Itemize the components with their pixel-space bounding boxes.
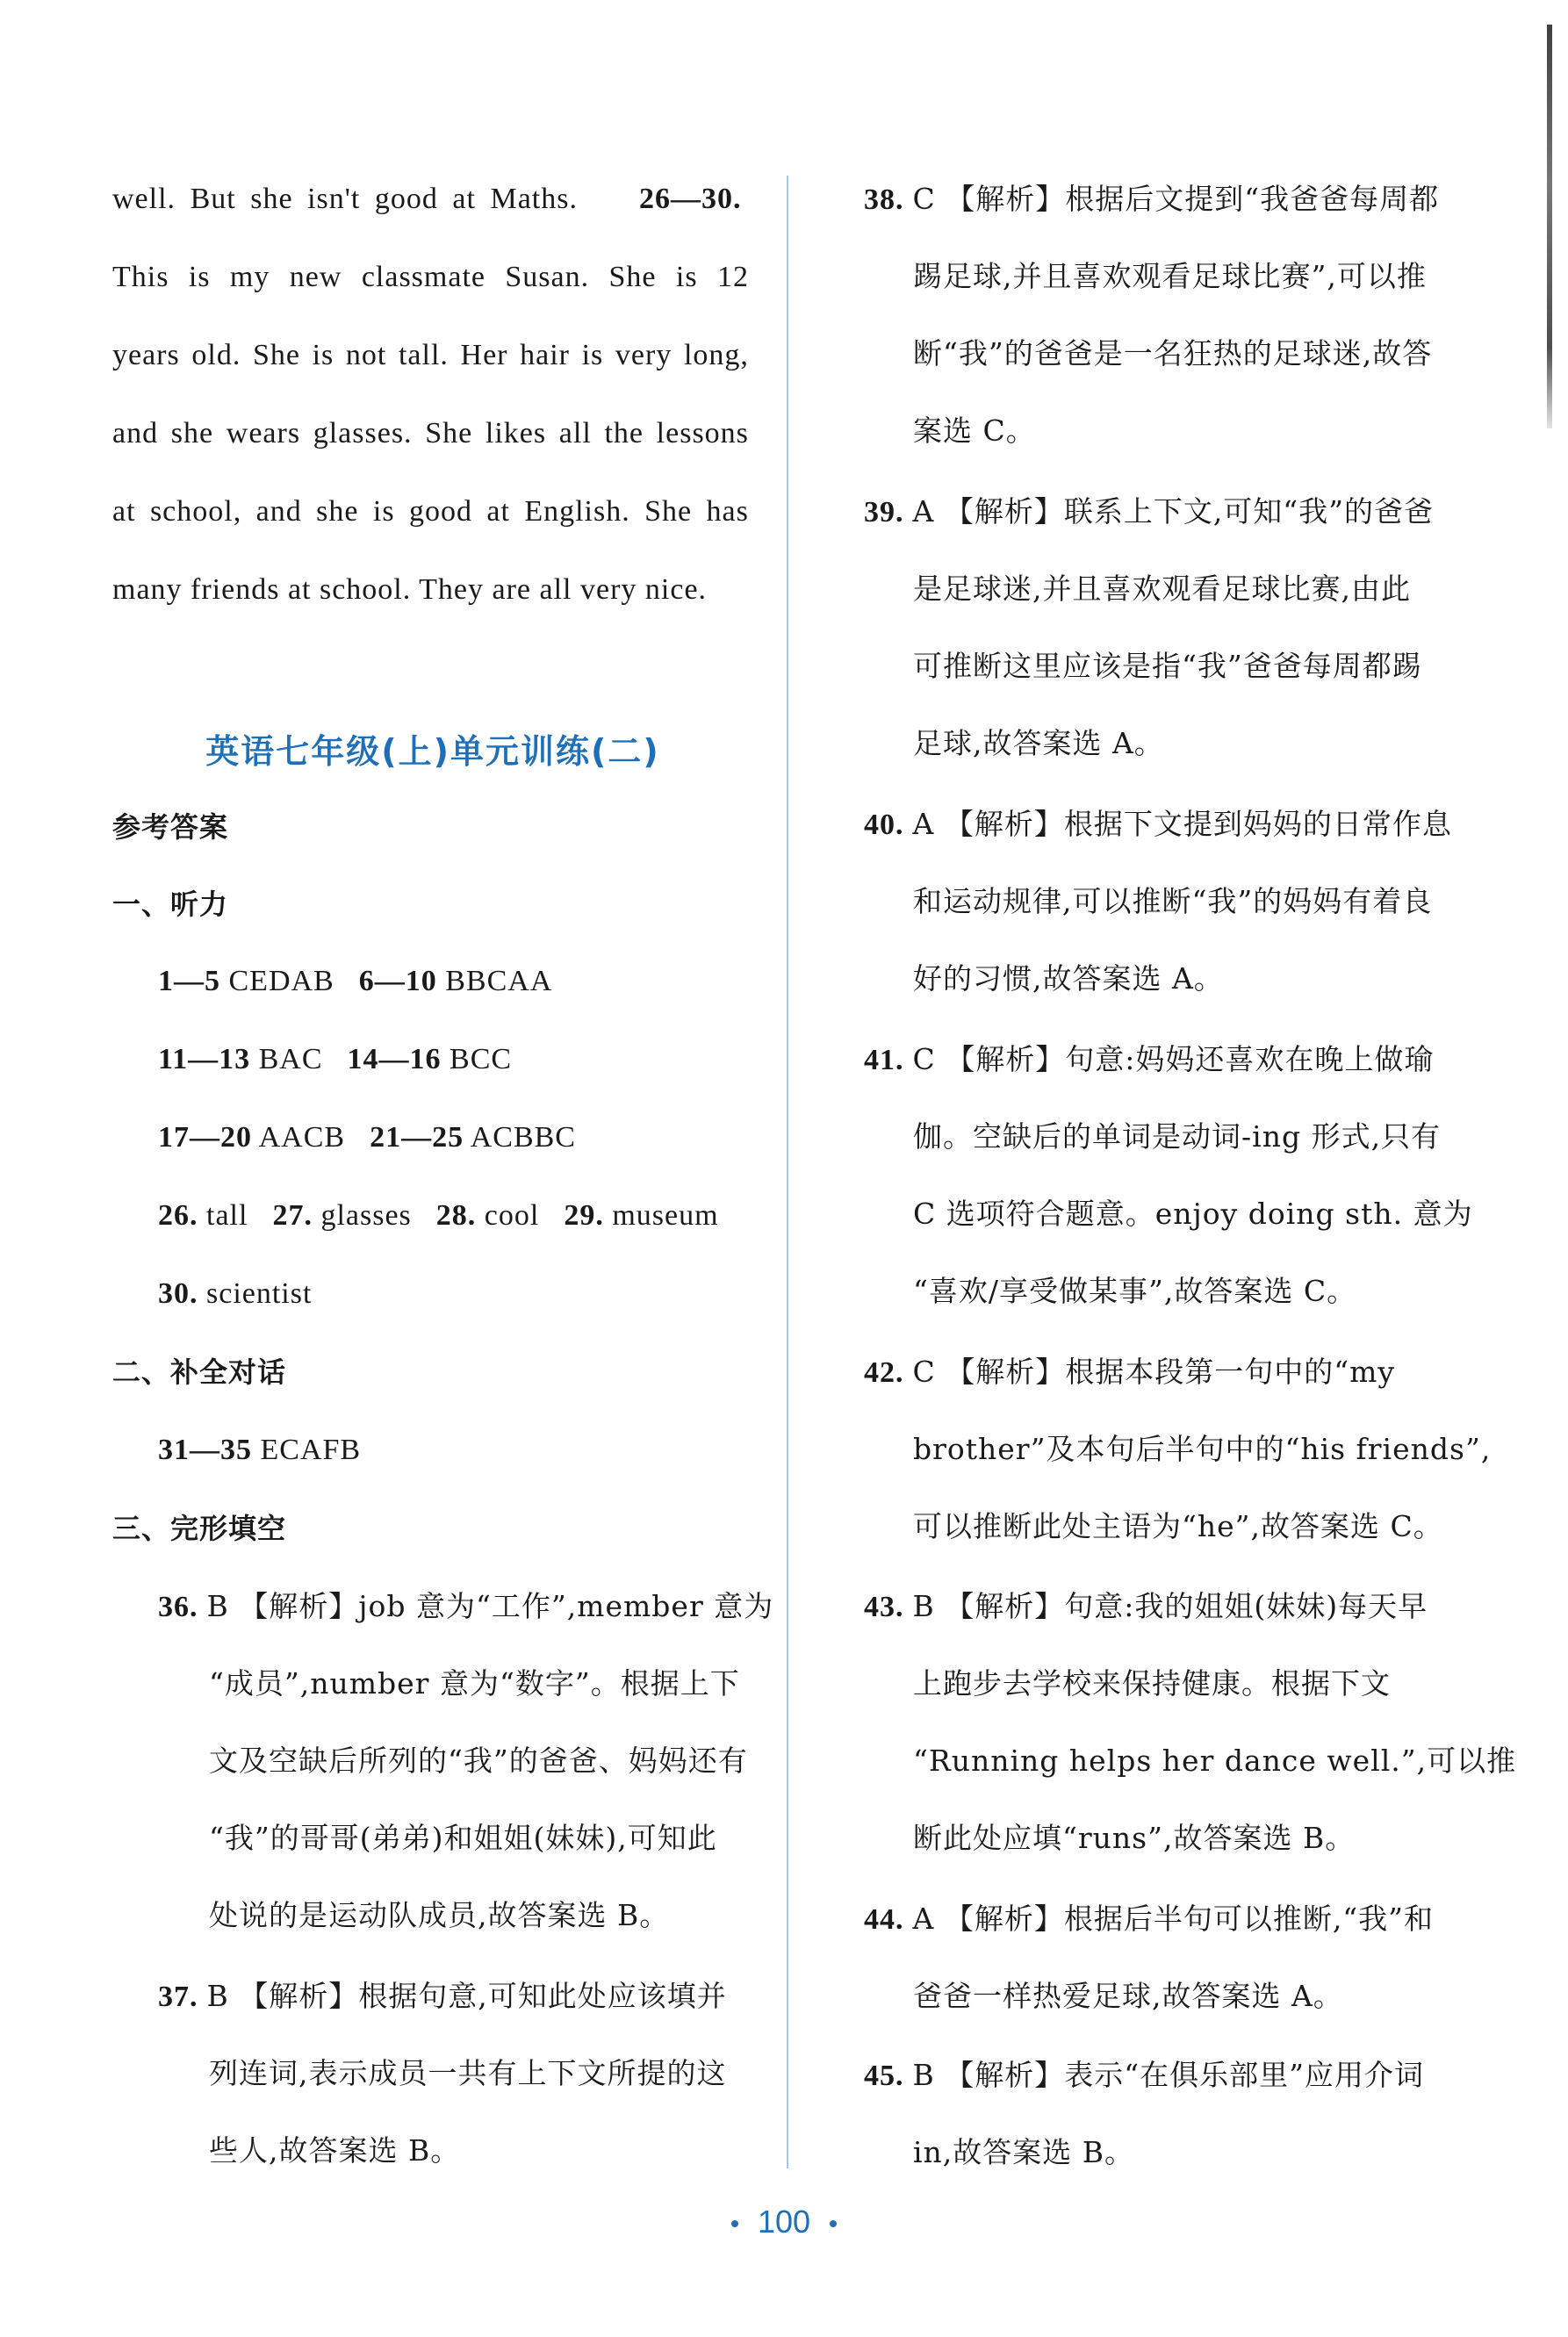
answer-number: 11—13 (158, 1043, 251, 1075)
intro-word: is (675, 261, 698, 293)
intro-word: not (345, 339, 387, 371)
answer-value: ACBBC (470, 1121, 576, 1154)
intro-word: isn't (307, 183, 361, 215)
explanation-text: 断“我”的爸爸是一名狂热的足球迷,故答 (913, 336, 1433, 370)
intro-word: glasses. (313, 417, 413, 449)
intro-word: Susan. (505, 261, 590, 293)
question-number: 37. (158, 1981, 198, 2013)
explanation-line (158, 1977, 762, 2017)
intro-word: 12 (716, 261, 749, 293)
explanation-text: 好的习惯,故答案选 A。 (913, 961, 1224, 996)
explanation-line (913, 882, 1475, 921)
answer-value: BCC (450, 1043, 513, 1075)
intro-word: she (250, 183, 293, 215)
explanation-text: A 【解析】根据后半句可以推断,“我”和 (912, 1902, 1435, 1936)
explanation-text: C 【解析】根据本段第一句中的“my (912, 1355, 1396, 1389)
section-heading: 英语七年级(上)单元训练(二) (205, 732, 660, 771)
answer-item (158, 1043, 323, 1075)
answer-value: tall (206, 1199, 248, 1232)
answers-title: 参考答案 (112, 810, 229, 844)
explanation-line (864, 1900, 1475, 1939)
intro-word: She (252, 339, 300, 371)
intro-word: likes (485, 417, 547, 449)
intro-word: hair (520, 339, 570, 371)
intro-word: classmate (361, 261, 486, 293)
answer-value: BBCAA (445, 965, 553, 997)
intro-word: old. (191, 339, 241, 371)
intro-line (112, 414, 749, 453)
explanation-text: 列连词,表示成员一共有上下文所提的这 (209, 2056, 727, 2090)
intro-word: and (112, 417, 159, 449)
intro-word: my (229, 261, 270, 293)
answer-value: scientist (206, 1277, 313, 1310)
explanation-text: brother”及本句后半句中的“his friends”, (913, 1432, 1492, 1466)
explanation-text: “成员”,number 意为“数字”。根据上下 (209, 1666, 740, 1701)
answer-value: CEDAB (228, 965, 334, 997)
explanation-text: 案选 C。 (913, 413, 1036, 448)
answer-value: museum (612, 1199, 719, 1232)
explanation-line (864, 805, 1475, 845)
question-number: 45. (864, 2060, 904, 2092)
question-number: 44. (864, 1903, 904, 1936)
answer-number: 29. (564, 1199, 604, 1232)
answer-value: AACB (258, 1121, 346, 1154)
explanation-line (209, 1896, 762, 1935)
explanation-text: 伽。空缺后的单词是动词-ing 形式,只有 (913, 1119, 1442, 1154)
intro-word: This (112, 261, 169, 293)
intro-line (112, 180, 742, 219)
column-divider (787, 176, 788, 2168)
explanation-text: 踢足球,并且喜欢观看足球比赛”,可以推 (913, 259, 1427, 293)
intro-word: is (312, 339, 334, 371)
explanation-text: C 【解析】句意:妈妈还喜欢在晚上做瑜 (912, 1042, 1435, 1076)
intro-word: school, (149, 495, 242, 528)
intro-word: and (255, 495, 302, 528)
intro-word: Maths. (490, 183, 578, 215)
answer-item (158, 1121, 345, 1154)
answer-value: cool (484, 1199, 540, 1232)
explanation-line (913, 1742, 1517, 1780)
explanation-text: 和运动规律,可以推断“我”的妈妈有着良 (913, 884, 1433, 918)
intro-word: years (112, 339, 180, 371)
intro-word: she (316, 495, 359, 528)
intro-word: Her (460, 339, 508, 371)
answer-number: 30. (158, 1277, 198, 1310)
intro-word: at (112, 495, 136, 528)
question-number: 39. (864, 496, 904, 529)
explanation-text: 文及空缺后所列的“我”的爸爸、妈妈还有 (209, 1744, 748, 1778)
answer-item (158, 1277, 312, 1310)
explanation-line (864, 1587, 1475, 1627)
explanation-line (913, 570, 1475, 608)
dialogue-row (158, 1431, 361, 1470)
explanation-line (913, 1507, 1475, 1546)
answer-number: 17—20 (158, 1121, 252, 1154)
page-number (0, 2204, 1568, 2240)
explanation-line (864, 180, 1475, 219)
intro-word: is (188, 261, 211, 293)
intro-line: many friends at school. They are all very nice. (112, 573, 708, 606)
explanation-text: “Running helps her dance well.”,可以推 (913, 1744, 1517, 1778)
explanation-text: “喜欢/享受做某事”,故答案选 C。 (913, 1274, 1357, 1308)
intro-word: very (615, 339, 673, 371)
intro-word: lessons (656, 417, 749, 449)
intro-word: long, (683, 339, 749, 371)
answer-number: 31—35 (158, 1434, 252, 1466)
explanation-text: 可以推断此处主语为“he”,故答案选 C。 (913, 1509, 1443, 1543)
explanation-text: 上跑步去学校来保持健康。根据下文 (913, 1666, 1391, 1701)
intro-word: the (604, 417, 644, 449)
section-dialogue-title: 二、补全对话 (112, 1355, 287, 1389)
intro-word: good (408, 495, 472, 528)
intro-word: well. (112, 183, 176, 215)
section-listening-title: 一、听力 (112, 888, 229, 921)
page-dot-right (830, 2220, 837, 2227)
question-number: 40. (864, 809, 904, 841)
explanation-line (209, 2132, 762, 2170)
intro-word: is (372, 495, 395, 528)
page-dot-left (731, 2220, 738, 2227)
intro-word: at (486, 495, 510, 528)
explanation-text: 可推断这里应该是指“我”爸爸每周都踢 (913, 649, 1422, 683)
question-number: 38. (864, 183, 904, 216)
explanation-line (864, 1040, 1475, 1080)
explanation-line (913, 1195, 1475, 1233)
explanation-line (913, 1118, 1475, 1156)
page-number-text: 100 (757, 2204, 811, 2240)
answer-item (158, 1199, 248, 1232)
explanation-text: B 【解析】表示“在俱乐部里”应用介词 (912, 2058, 1424, 2092)
listening-row (158, 1118, 601, 1157)
question-number: 36. (158, 1591, 198, 1623)
explanation-line (913, 1430, 1492, 1469)
answer-number: 1—5 (158, 965, 220, 997)
explanation-line (864, 493, 1475, 532)
explanation-line (913, 257, 1475, 296)
answer-number: 28. (435, 1199, 477, 1232)
answer-item (359, 965, 553, 997)
explanation-line (913, 647, 1475, 686)
listening-row (158, 1040, 536, 1079)
explanation-text: 是足球迷,并且喜欢观看足球比赛,由此 (913, 572, 1411, 606)
explanation-text: B 【解析】job 意为“工作”,member 意为 (206, 1589, 774, 1623)
intro-word: But (190, 183, 236, 215)
intro-word: tall. (398, 339, 449, 371)
explanation-line (913, 724, 1475, 763)
intro-line (112, 336, 749, 375)
answer-number: 26. (158, 1199, 198, 1232)
explanation-line (913, 412, 1475, 450)
explanation-text: A 【解析】根据下文提到妈妈的日常作息 (912, 807, 1452, 841)
listening-row (158, 962, 577, 1001)
explanation-line (913, 960, 1475, 998)
answer-item (158, 965, 334, 997)
explanation-line (913, 1977, 1475, 2016)
explanation-text: “我”的哥哥(弟弟)和姐姐(妹妹),可知此 (209, 1821, 717, 1855)
explanation-line (209, 2054, 762, 2093)
explanation-text: A 【解析】联系上下文,可知“我”的爸爸 (912, 494, 1435, 529)
intro-word: wears (226, 417, 301, 449)
explanation-line (864, 2056, 1475, 2096)
explanation-line (158, 1587, 774, 1627)
answer-item (348, 1043, 513, 1075)
explanation-text: 断此处应填“runs”,故答案选 B。 (913, 1821, 1356, 1855)
intro-word: She (608, 261, 657, 293)
question-number: 41. (864, 1044, 904, 1076)
intro-word: has (706, 495, 749, 528)
intro-word: new (289, 261, 342, 293)
intro-word: good (374, 183, 438, 215)
explanation-line (913, 334, 1475, 373)
answer-item (370, 1121, 576, 1154)
intro-line (112, 258, 749, 297)
intro-word: English. (524, 495, 630, 528)
intro-word: at (452, 183, 476, 215)
listening-row (158, 1197, 744, 1235)
answer-number: 27. (272, 1199, 313, 1232)
answer-value: ECAFB (260, 1434, 362, 1466)
explanation-line (913, 2133, 1475, 2172)
section-cloze-title: 三、完形填空 (112, 1512, 287, 1545)
answer-number: 6—10 (358, 965, 437, 997)
explanation-line (913, 1665, 1475, 1703)
answer-item (564, 1199, 718, 1232)
explanation-text: B 【解析】句意:我的姐姐(妹妹)每天早 (912, 1589, 1428, 1623)
explanation-text: 些人,故答案选 B。 (209, 2133, 461, 2168)
intro-line (112, 493, 749, 531)
explanation-text: C 【解析】根据后文提到“我爸爸每周都 (912, 182, 1440, 216)
explanation-text: 处说的是运动队成员,故答案选 B。 (209, 1898, 670, 1932)
answer-item (436, 1199, 540, 1232)
explanation-text: 足球,故答案选 A。 (913, 726, 1164, 760)
scan-edge-shadow (1547, 25, 1552, 428)
explanation-text: 爸爸一样热爱足球,故答案选 A。 (913, 1979, 1343, 2013)
question-number: 43. (864, 1591, 904, 1623)
intro-word: She (644, 495, 693, 528)
explanation-text: in,故答案选 B。 (913, 2135, 1135, 2169)
explanation-line (209, 1819, 762, 1858)
answer-value: glasses (320, 1199, 412, 1232)
explanation-line (913, 1819, 1475, 1858)
intro-number: 26—30. (639, 183, 742, 215)
intro-word: She (425, 417, 473, 449)
answer-value: BAC (258, 1043, 323, 1075)
question-number: 42. (864, 1356, 904, 1389)
intro-word: she (170, 417, 214, 449)
explanation-text: B 【解析】根据句意,可知此处应该填并 (206, 1979, 727, 2013)
intro-word: all (558, 417, 592, 449)
explanation-line (864, 1353, 1475, 1392)
explanation-text: C 选项符合题意。enjoy doing sth. 意为 (913, 1197, 1473, 1231)
answer-number: 14—16 (347, 1043, 442, 1075)
listening-row (158, 1275, 336, 1313)
explanation-line (209, 1665, 762, 1703)
explanation-line (913, 1272, 1475, 1311)
explanation-line (209, 1742, 762, 1780)
answer-item (272, 1199, 411, 1232)
answer-number: 21—25 (370, 1121, 464, 1154)
intro-word: is (581, 339, 604, 371)
